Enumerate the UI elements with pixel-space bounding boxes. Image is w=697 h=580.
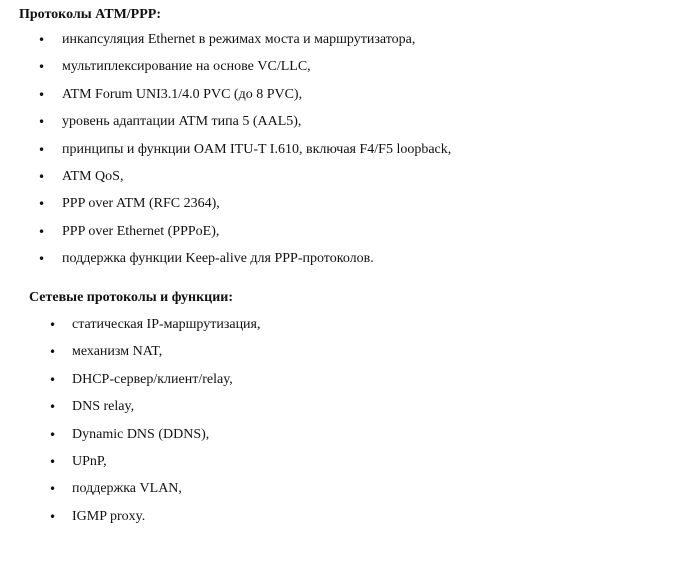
list-item-text: DNS relay, — [72, 399, 135, 415]
bullet-icon: • — [49, 482, 57, 497]
list-item-text: мультиплексирование на основе VC/LLC, — [62, 59, 311, 75]
bullet-icon: • — [49, 427, 57, 442]
list-item — [0, 59, 697, 86]
list-item-text: Dynamic DNS (DDNS), — [72, 426, 210, 442]
bullet-icon: • — [38, 169, 46, 184]
bullet-icon: • — [38, 224, 46, 239]
list-item-text: ATM Forum UNI3.1/4.0 PVC (до 8 PVC), — [62, 86, 303, 102]
list-item — [0, 427, 697, 454]
section-heading: Протоколы ATM/PPP: — [19, 7, 161, 22]
list-item-text: инкапсуляция Ethernet в режимах моста и маршрутизатора, — [62, 32, 416, 47]
list-item — [0, 224, 697, 251]
list-item-text: поддержка VLAN, — [72, 481, 182, 497]
list-item — [0, 114, 697, 141]
bullet-icon: • — [49, 454, 57, 469]
list-item — [0, 87, 697, 114]
list-item-text: механизм NAT, — [72, 344, 163, 360]
bullet-icon: • — [38, 60, 46, 75]
bullet-icon: • — [38, 87, 46, 102]
list-item — [0, 509, 697, 536]
list-item-text: ATM QoS, — [62, 168, 124, 184]
list-item — [0, 372, 697, 399]
bullet-icon: • — [49, 372, 57, 387]
list-item-text: UPnP, — [72, 453, 107, 469]
list-item-text: уровень адаптации ATM типа 5 (AAL5), — [62, 114, 302, 130]
list-item — [0, 32, 697, 59]
list-item-text: PPP over ATM (RFC 2364), — [62, 196, 220, 212]
list-item — [0, 344, 697, 371]
list-item-text: PPP over Ethernet (PPPoE), — [62, 223, 220, 239]
list-item — [0, 251, 697, 278]
bullet-list — [0, 317, 697, 536]
bullet-icon: • — [49, 400, 57, 415]
list-item — [0, 142, 697, 169]
list-item — [0, 399, 697, 426]
bullet-list — [0, 32, 697, 279]
bullet-icon: • — [38, 33, 46, 47]
list-item-text: IGMP proxy. — [72, 508, 146, 524]
bullet-icon: • — [38, 252, 46, 267]
bullet-icon: • — [49, 509, 57, 524]
bullet-icon: • — [38, 115, 46, 130]
section-heading: Сетевые протоколы и функции: — [29, 290, 234, 305]
bullet-icon: • — [49, 345, 57, 360]
bullet-icon: • — [49, 318, 57, 332]
list-item — [0, 481, 697, 508]
list-item-text: статическая IP-маршрутизация, — [72, 317, 261, 332]
list-item — [0, 169, 697, 196]
list-item — [0, 196, 697, 223]
list-item-text: DHCP-сервер/клиент/relay, — [72, 371, 233, 387]
list-item-text: принципы и функции OAM ITU-T I.610, включая F4/F5 loopback, — [62, 141, 452, 157]
list-item — [0, 454, 697, 481]
list-item — [0, 317, 697, 344]
list-item-text: поддержка функции Keep-alive для PPP-протоколов. — [62, 251, 374, 267]
bullet-icon: • — [38, 142, 46, 157]
bullet-icon: • — [38, 197, 46, 212]
